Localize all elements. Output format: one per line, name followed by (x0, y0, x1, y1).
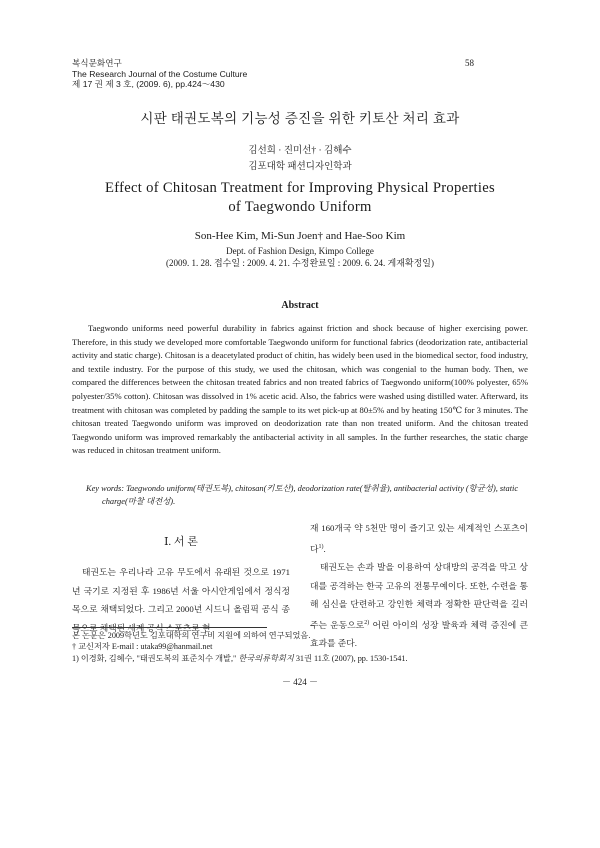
affiliation-korean: 김포대학 패션디자인학과 (248, 162, 352, 172)
journal-name-ko: 복식문화연구 (72, 58, 122, 68)
footnote-ref-1-details: 31권 11호 (2007), pp. 1530-1541. (293, 653, 408, 663)
affiliation-block (0, 245, 600, 269)
department-english: Dept. of Fashion Design, Kimpo College (226, 246, 374, 256)
section-title-introduction: Ⅰ. 서 론 (164, 536, 198, 548)
keywords: Key words: Taegwondo uniform(태권도복), chitosan(키토산), deodorization rate(탈취율), antibacterial activity (항균성), static charge(마찰 대전성). (86, 484, 519, 506)
abstract-body: Taegwondo uniforms need powerful durability in fabrics against friction and shock because of higher exercising power. Therefore, in this study we developed more comfortable Taegwondo uniform for functional fabrics (deodorization rate, antibacterial activity and static charge). Chitosan is a deacetylated product of chitin, has widely been used in the biomedical sector, food industry, and textile industry. For the purpose of this study, we used the chitosan, which was congenial to the human body. Then, we compared the differences between the chitosan treated fabrics and non treated fabrics of Taegwondo uniform(100% polyester, 65% polyester/35% cotton). Chitosan was dissolved in 1% acetic acid. Also, the fabrics were washed using distilled water. Afterward, its treatment with chitosan was completed by padding the sample to its wet pick-up at 80±5% and by heating 150℃ for 3 minutes. The chitosan treated Taegwondo uniform was improved on deodorization rate than non treated uniform. And the chitosan treated Taegwondo uniform was improved remarkably the antibacterial activity in all samples. In the further researches, the static charge was reduced in chitosan treatment uniform. (72, 323, 528, 456)
intro-paragraph-2-text-a: 태권도는 손과 발을 이용하여 상대방의 공격을 막고 상대를 공격하는 한국 고유의 전통무예이다. 또한, 수련을 통해 심신을 단련하고 강인한 체력과 정확한 판단력을 길러주는 운동으로 (310, 562, 528, 630)
submission-dates: (2009. 1. 28. 접수일 : 2009. 4. 21. 수정완료일 : 2009. 6. 24. 게재확정일) (165, 258, 435, 268)
footnote-reference-1 (72, 653, 532, 664)
journal-volume: 제 17 권 제 3 호, (2009. 6), pp.424～430 (72, 79, 225, 90)
footnote-divider (72, 627, 267, 628)
footnote-ref-1-journal: 한국의류학회지 (238, 653, 294, 663)
title-english-line1: Effect of Chitosan Treatment for Improving Physical Properties (104, 180, 495, 196)
intro-paragraph-2-text-b: 어린 아이의 성장 발육과 체력 증진에 큰 효과를 준다. (310, 619, 528, 649)
authors-korean-block (0, 143, 600, 175)
footnote-ref-1: 1) (318, 543, 324, 550)
footnote-corresponding-author: † 교신저자 E-mail : utaka99@hanmail.net (72, 642, 213, 652)
footnote-funding: 본 논문은 2009학년도 김포대학의 연구비 지원에 의하여 연구되었음. (72, 631, 311, 640)
title-english-line2: of Taegwondo Uniform (228, 199, 372, 215)
footnote-ref-2: 2) (364, 619, 370, 626)
abstract-heading: Abstract (281, 300, 319, 311)
body-column-left (72, 524, 290, 637)
title-korean: 시판 태권도복의 기능성 증진을 위한 키토산 처리 효과 (140, 111, 460, 126)
journal-header (72, 58, 247, 90)
journal-name-en: The Research Journal of the Costume Culture (72, 68, 248, 79)
title-english (0, 179, 600, 217)
page-number-bottom: － 424 － (281, 677, 318, 687)
authors-english: Son-Hee Kim, Mi-Sun Joen† and Hae-Soo Kim (194, 230, 406, 242)
intro-paragraph-1: 태권도는 우리나라 고유 무도에서 유래된 것으로 1971년 국기로 지정된 후 1986년 서울 아시안게임에서 정식정목으로 채택되었다. 그리고 2000년 시드니 올림픽 공식 종목으로 채택된 세계 공식 스포츠로 현 (72, 567, 290, 633)
page-number-top: 58 (465, 58, 474, 68)
authors-korean: 김선희 · 진미선† · 김해수 (248, 146, 352, 156)
intro-continued-end: . (323, 543, 326, 554)
footnote-ref-1-authors: 1) 이경화, 김혜수, "태권도복의 표준치수 개발," (72, 653, 239, 663)
intro-paragraph-1-continued (310, 519, 528, 558)
footnotes (72, 630, 532, 664)
intro-continued-text: 재 160개국 약 5천만 명이 즐기고 있는 세계적인 스포츠이다 (310, 523, 528, 554)
